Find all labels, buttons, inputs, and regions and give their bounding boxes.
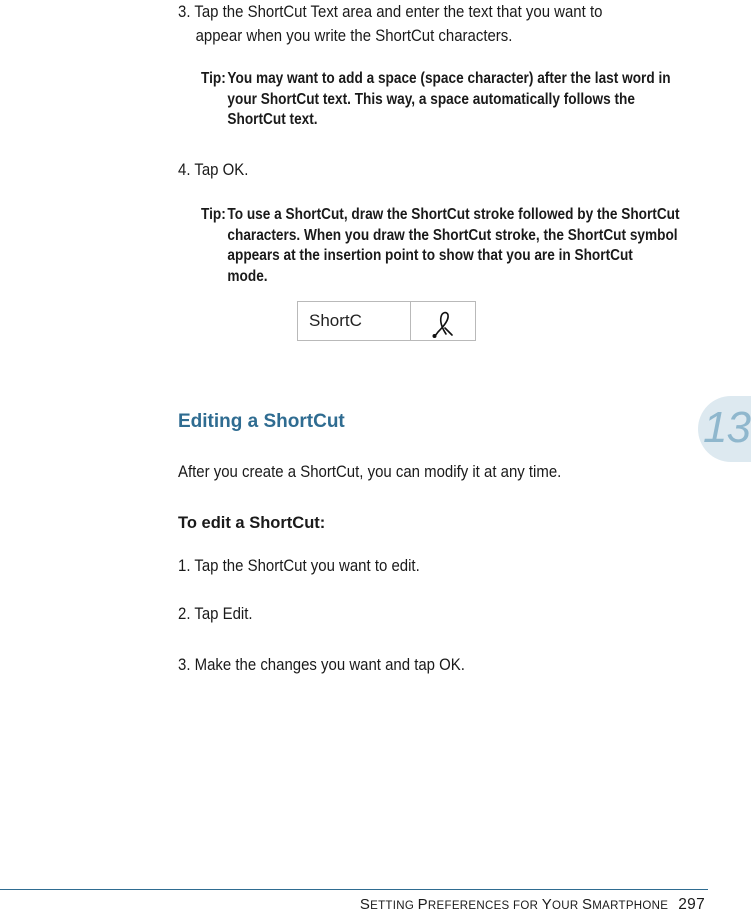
section-intro-line: After you create a ShortCut, you can modify it at any time. bbox=[178, 462, 562, 481]
footer-title-part: Y bbox=[541, 896, 552, 913]
footer-title-part: OUR bbox=[552, 900, 582, 912]
shortcut-demo-box bbox=[297, 301, 476, 341]
footer-rule bbox=[0, 889, 708, 890]
footer-title-part: P bbox=[417, 896, 428, 913]
shortcut-stroke-icon bbox=[430, 308, 458, 338]
tip-2-body bbox=[227, 205, 679, 287]
tip-2-line-3: appears at the insertion point to show that you are in ShortCut bbox=[227, 247, 633, 264]
edit-step-1-line: 1. Tap the ShortCut you want to edit. bbox=[178, 556, 420, 575]
tip-1-label: Tip: bbox=[201, 70, 226, 87]
step-3 bbox=[178, 0, 602, 48]
footer-title bbox=[360, 896, 668, 913]
step-4-line: 4. Tap OK. bbox=[178, 160, 249, 179]
section-intro bbox=[178, 460, 561, 484]
step-3-line-2: appear when you write the ShortCut characters. bbox=[195, 26, 513, 45]
section-heading: Editing a ShortCut bbox=[178, 411, 345, 432]
step-3-line-1: 3. Tap the ShortCut Text area and enter the text that you want to bbox=[178, 2, 603, 21]
footer bbox=[360, 896, 705, 914]
page-number: 297 bbox=[678, 896, 705, 913]
demo-divider bbox=[410, 302, 411, 340]
procedure-heading: To edit a ShortCut: bbox=[178, 514, 326, 532]
tip-1-body bbox=[227, 69, 670, 131]
footer-title-part: MARTPHONE bbox=[592, 900, 669, 912]
footer-title-part: REFERENCES bbox=[427, 900, 514, 912]
footer-title-part: S bbox=[581, 896, 593, 913]
edit-step-1 bbox=[178, 554, 420, 578]
footer-title-part: ETTING bbox=[370, 900, 418, 912]
edit-step-2-line: 2. Tap Edit. bbox=[178, 604, 253, 623]
edit-step-2 bbox=[178, 602, 253, 626]
edit-step-3 bbox=[178, 653, 465, 677]
tip-2-line-1: To use a ShortCut, draw the ShortCut stroke followed by the ShortCut bbox=[227, 206, 680, 223]
tip-2-line-2: characters. When you draw the ShortCut stroke, the ShortCut symbol bbox=[227, 226, 678, 244]
step-4 bbox=[178, 158, 248, 182]
tip-1-line-3: ShortCut text. bbox=[227, 111, 318, 128]
shortcut-demo-text: ShortC bbox=[309, 311, 362, 330]
tip-1-line-1: You may want to add a space (space character) after the last word in bbox=[227, 70, 671, 87]
footer-title-part: S bbox=[359, 896, 371, 913]
tip-1-line-2: your ShortCut text. This way, a space automatically follows the bbox=[227, 90, 635, 108]
tip-2-line-4: mode. bbox=[227, 267, 268, 285]
chapter-number: 13 bbox=[703, 403, 750, 452]
edit-step-3-line: 3. Make the changes you want and tap OK. bbox=[178, 655, 465, 674]
tip-2-label: Tip: bbox=[201, 206, 226, 223]
footer-title-part: FOR bbox=[513, 900, 542, 912]
